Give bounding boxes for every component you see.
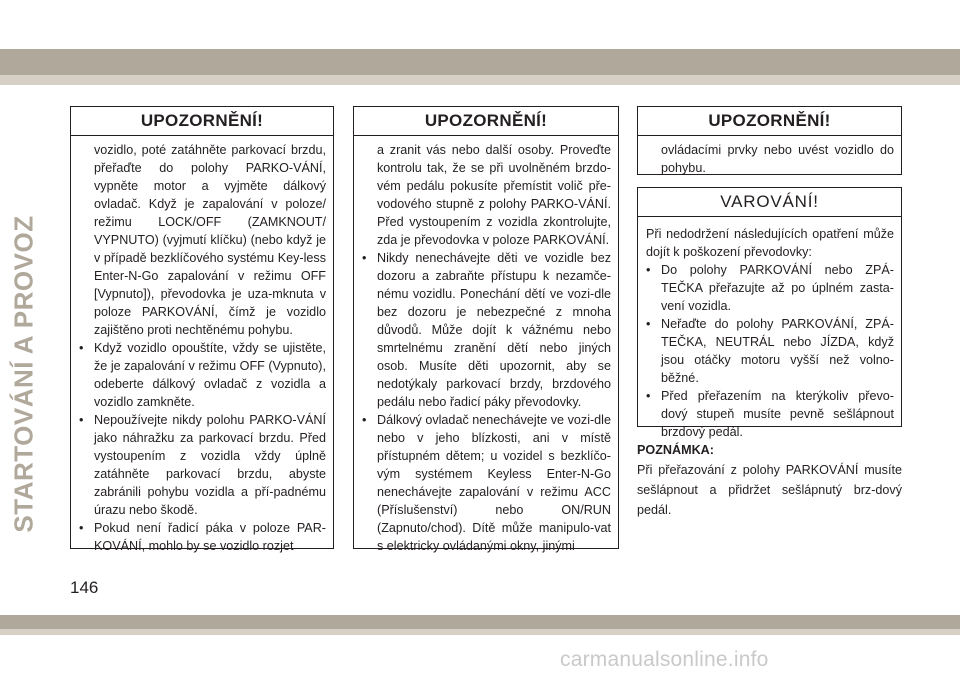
bullet-icon: • [646, 389, 651, 403]
top-margin [0, 0, 960, 49]
note-text: Při přeřazování z polohy PARKOVÁNÍ musíte sešlápnout a přidržet sešlápnutý brz-dový pedál. [637, 463, 902, 517]
footer-band-light [0, 629, 960, 635]
warning-body-3 [638, 136, 901, 177]
header-band [0, 49, 960, 75]
bullet-icon: • [646, 263, 651, 277]
warning-heading-1: UPOZORNĚNÍ! [71, 107, 333, 136]
caution-body [638, 217, 901, 441]
warning-heading-2: UPOZORNĚNÍ! [354, 107, 618, 136]
warning-body-1 [71, 136, 333, 555]
list-item: • Nepoužívejte nikdy polohu PARKO-VÁNÍ jako náhražku za parkovací brzdu. Před vystoupením z vozidla vždy úplně zatáhněte parkovací brzdu, abyste zabránili pohybu vozidla a pří-padnému úrazu nebo škodě. [79, 413, 326, 517]
header-band-light [0, 75, 960, 85]
warning-box-3 [637, 106, 902, 175]
warning-continuation-3: ovládacími prvky nebo uvést vozidlo do pohybu. [661, 143, 894, 175]
warning-box-2 [353, 106, 619, 553]
bullet-icon: • [79, 413, 84, 427]
section-side-title-text: STARTOVÁNÍ A PROVOZ [8, 215, 39, 533]
bullet-icon: • [646, 317, 651, 331]
watermark: carmanualsonline.info [560, 648, 769, 671]
list-item: • Před přeřazením na kterýkoliv převo-dový stupeň musíte pevně sešlápnout brzdový pedál. [646, 389, 894, 439]
list-item: • Do polohy PARKOVÁNÍ nebo ZPÁ-TEČKA přeřazujte až po úplném zasta-vení vozidla. [646, 263, 894, 313]
bullet-icon: • [362, 251, 367, 265]
caution-bullets [646, 261, 894, 441]
list-item: • Když vozidlo opouštíte, vždy se ujistěte, že je zapalování v režimu OFF (Vypnuto), odeberte dálkový ovladač z vozidla a vozidlo zamkněte. [79, 341, 326, 409]
bullet-icon: • [79, 341, 84, 355]
warning-box-1 [70, 106, 334, 553]
warning-bullets-2 [362, 249, 611, 555]
warning-bullets-1 [79, 339, 326, 555]
list-item: • Neřaďte do polohy PARKOVÁNÍ, ZPÁ-TEČKA, NEUTRÁL nebo JÍZDA, když jsou otáčky motoru vyšší než volno-běžné. [646, 317, 894, 385]
warning-continuation-2: a zranit vás nebo další osoby. Proveďte kontrolu tak, že se při uvolněném brzdo-vém pedálu pokusíte přemístit volič pře-vodového stupně z polohy PARKO-VÁNÍ. Před vystoupením z vozidla zkontrolujte, zda je převodovka v poloze PARKOVÁNÍ. [377, 143, 611, 247]
warning-body-2 [354, 136, 618, 555]
caution-heading: VAROVÁNÍ! [638, 188, 901, 217]
footer-band [0, 615, 960, 629]
warning-continuation-1: vozidlo, poté zatáhněte parkovací brzdu, přeřaďte do polohy PARKO-VÁNÍ, vypněte motor a vyjměte dálkový ovladač. Když je zapalování v poloze/ režimu LOCK/OFF (ZAMKNOUT/ VYPNUTO) (vyjmutí klíčku) (nebo když je v případě bezklíčového systému Key-less Enter-N-Go zapalování v režimu OFF [Vypnuto]), převodovka je uza-mknuta v poloze PARKOVÁNÍ, čímž je vozidlo zajištěno proti nechtěnému pohybu. [94, 143, 326, 337]
list-item: • Nikdy nenechávejte děti ve vozidle bez dozoru a zabraňte přístupu k nezamče-nému vozidlu. Ponechání dětí ve vozi-dle bez dozoru je nebezpečné z mnoha důvodů. Může dojít k vážnému nebo smrtelnému zranění dětí nebo jiných osob. Musíte děti upozornit, aby se nedotýkaly parkovací brzdy, brzdového pedálu nebo řadicí páky převodovky. [362, 251, 611, 409]
bullet-icon: • [362, 413, 367, 427]
caution-box [637, 187, 902, 439]
list-item: • Pokud není řadicí páka v poloze PAR-KOVÁNÍ, mohlo by se vozidlo rozjet [79, 521, 326, 553]
warning-heading-3: UPOZORNĚNÍ! [638, 107, 901, 136]
note-section [637, 440, 902, 520]
bullet-icon: • [79, 521, 84, 535]
page-number: 146 [70, 578, 99, 597]
list-item: • Dálkový ovladač nenechávejte ve vozi-dle nebo v jeho blízkosti, ani v místě přístupném dětem; u vozidel s bezklíčo-vým systémem Keyless Enter-N-Go nenechávejte zapalování v režimu ACC (Příslušenství) nebo ON/RUN (Zapnuto/chod). Dítě může manipulo-vat s elektricky ovládanými okny, jinými [362, 413, 611, 553]
note-title: POZNÁMKA: [637, 443, 714, 457]
caution-intro: Při nedodržení následujících opatření může dojít k poškození převodovky: [646, 227, 894, 259]
